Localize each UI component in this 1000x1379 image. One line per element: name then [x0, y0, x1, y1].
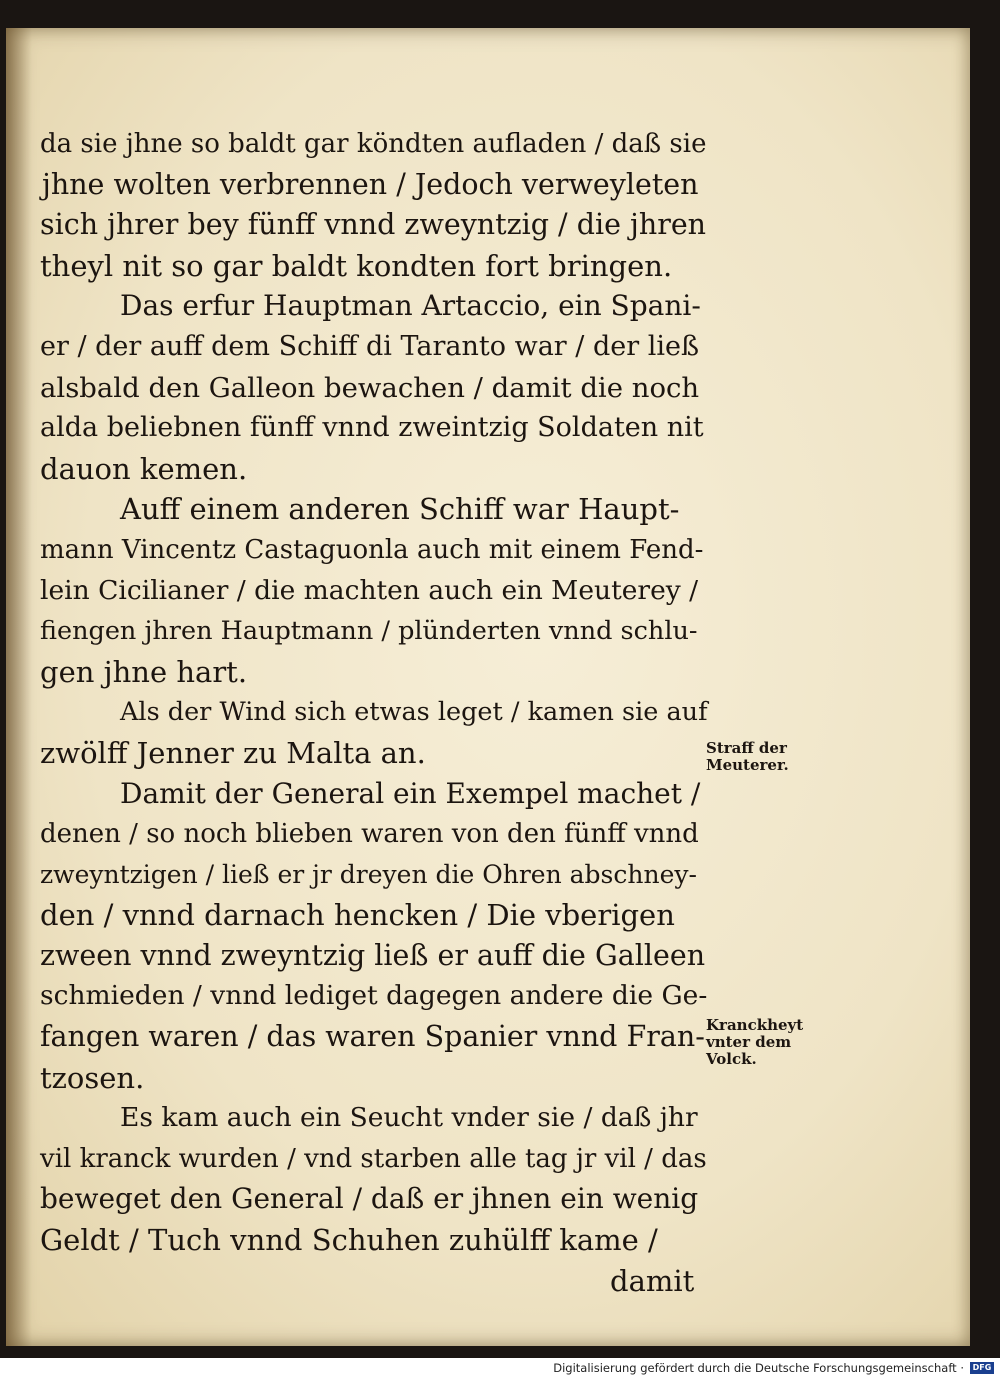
text-line: Auff einem anderen Schiff war Haupt- [120, 492, 680, 527]
text-line: Das erfur Hauptman Artaccio, ein Spani- [120, 289, 701, 323]
book-page [6, 28, 970, 1346]
text-line: alsbald den Galleon bewachen / damit die noch [40, 371, 700, 404]
catchword: damit [610, 1263, 695, 1298]
text-line: sich jhrer bey fünff vnnd zweyntzig / die jhren [40, 208, 707, 242]
text-line: da sie jhne so baldt gar köndten aufladen / daß sie [40, 129, 707, 159]
text-line: zweyntzigen / ließ er jr dreyen die Ohren abschney- [40, 859, 697, 889]
text-line: Es kam auch ein Seucht vnder sie / daß jhr [120, 1102, 698, 1134]
text-line: dauon kemen. [40, 451, 248, 486]
footer-bar [0, 1358, 1000, 1379]
margin-note-line: Meuterer. [706, 756, 789, 774]
margin-note-line: vnter dem [706, 1033, 792, 1051]
text-line: schmieden / vnnd lediget dagegen andere die Ge- [40, 980, 708, 1012]
margin-note-kranckheyt [706, 1017, 803, 1068]
text-line: denen / so noch blieben waren von den fünff vnnd [40, 819, 699, 850]
margin-note-line: Straff der [706, 739, 787, 757]
text-line: den / vnnd darnach hencken / Die vberigen [40, 898, 675, 933]
text-line: er / der auff dem Schiff di Taranto war / der ließ [40, 330, 700, 362]
page-binding-shadow [6, 28, 32, 1346]
funding-credit: Digitalisierung gefördert durch die Deutsche Forschungsgemeinschaft · [553, 1361, 964, 1375]
text-line: Geldt / Tuch vnnd Schuhen zuhülff kame / [40, 1223, 658, 1258]
text-line: vil kranck wurden / vnd starben alle tag jr vil / das [40, 1143, 707, 1174]
margin-note-straff [706, 740, 789, 774]
text-line: mann Vincentz Castaguonla auch mit einem Fend- [40, 534, 704, 565]
text-line: fiengen jhren Hauptmann / plünderten vnnd schlu- [40, 616, 698, 647]
margin-note-line: Kranckheyt [706, 1016, 804, 1034]
text-line: Damit der General ein Exempel machet / [120, 776, 701, 810]
text-line: theyl nit so gar baldt kondten fort bringen. [40, 248, 673, 283]
text-line: zween vnnd zweyntzig ließ er auff die Galleen [40, 938, 706, 972]
text-line: alda beliebnen fünff vnnd zweintzig Soldaten nit [40, 412, 704, 444]
text-line: Als der Wind sich etwas leget / kamen sie auf [120, 697, 708, 728]
text-line: beweget den General / daß er jhnen ein wenig [40, 1182, 699, 1216]
text-line: jhne wolten verbrennen / Jedoch verweyleten [42, 167, 699, 201]
text-line: zwölff Jenner zu Malta an. [40, 735, 426, 770]
text-line: lein Cicilianer / die machten auch ein Meuterey / [40, 574, 699, 606]
text-line: fangen waren / das waren Spanier vnnd Fran- [40, 1020, 705, 1054]
dfg-logo-icon: DFG [970, 1362, 994, 1374]
text-line: gen jhne hart. [40, 654, 248, 689]
body-text [40, 124, 708, 1301]
margin-note-line: Volck. [706, 1050, 757, 1068]
text-line: tzosen. [40, 1060, 145, 1095]
